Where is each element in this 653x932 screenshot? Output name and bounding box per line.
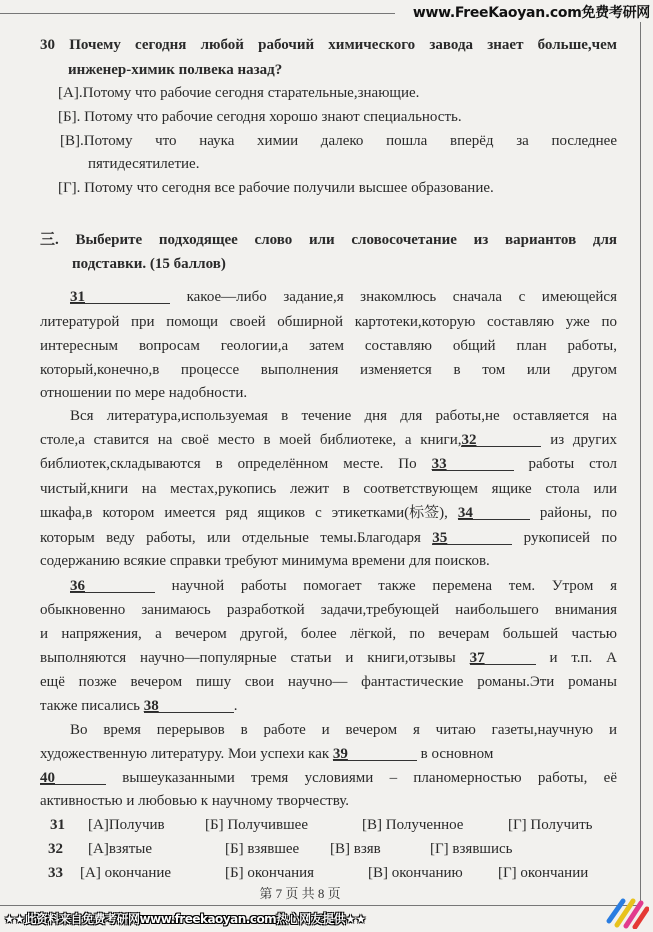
- text-segment: [Б]. Потому что рабочие сегодня хорошо знают специальность.: [58, 109, 462, 125]
- text-line: [70, 720, 617, 740]
- text-segment: в основном: [416, 746, 494, 762]
- text-line: [40, 528, 617, 548]
- option-choice: [Г] окончании: [498, 865, 589, 881]
- text-segment: столе,а ставится на своё место в моей библиотеке, а книги,: [40, 432, 462, 448]
- text-line: [40, 35, 617, 55]
- option-choice: [Г] взявшись: [430, 841, 513, 857]
- blank-37: 37: [470, 648, 536, 665]
- text-line: [40, 454, 617, 474]
- option-choice: [Б] окончания: [225, 865, 315, 881]
- text-segment: которым веду работы, или отдельные темы.Благодаря: [40, 530, 433, 546]
- option-number: 32: [48, 841, 63, 857]
- text-line: [70, 576, 617, 596]
- text-segment: работы стол: [513, 456, 617, 472]
- text-line: [58, 107, 462, 127]
- text-segment: содержанию всякие справки требуют минимума времени для поисков.: [40, 553, 490, 569]
- text-line: [40, 551, 490, 571]
- text-segment: рукописей по: [512, 530, 617, 546]
- text-line: [40, 791, 349, 811]
- text-segment: Во время перерывов в работе и вечером я читаю газеты,научную и: [70, 722, 617, 738]
- option-choice: [В] окончанию: [368, 865, 463, 881]
- text-line: [58, 178, 494, 198]
- text-line: [40, 360, 617, 380]
- text-line: [40, 600, 617, 620]
- text-line: [70, 287, 617, 307]
- option-choice: [Г] Получить: [508, 817, 593, 833]
- stripes-logo-icon: [605, 893, 649, 929]
- text-segment: и напряжения, а вечером другой, более лёгкой, по вечерам большей частью: [40, 626, 617, 642]
- option-choice: [А]Получив: [88, 817, 165, 833]
- blank-38: 38: [144, 696, 234, 713]
- text-line: [68, 60, 282, 80]
- option-choice: [А] окончание: [80, 865, 172, 881]
- text-segment: литературой при помощи своей обширной картотеки,которую составляю уже по: [40, 314, 617, 330]
- text-line: [60, 131, 617, 151]
- text-segment: подставки. (15 баллов): [72, 256, 226, 272]
- text-line: [70, 406, 617, 426]
- text-segment: Вся литература,используемая в течение дня для работы,не оставляется на: [70, 408, 617, 424]
- option-choice: [В] взяв: [330, 841, 381, 857]
- text-segment: вышеуказанными тремя условиями – планомерностью работы, её: [106, 770, 617, 786]
- blank-35: 35: [432, 528, 512, 545]
- text-segment: выполняются научно—популярные статьи и книги,отзывы: [40, 650, 470, 666]
- text-segment: какое—либо задание,я знакомлюсь сначала с имеющейся: [170, 289, 617, 305]
- option-choice: [В] Полученное: [362, 817, 464, 833]
- blank-33: 33: [432, 454, 514, 471]
- text-line: [72, 254, 226, 274]
- blank-34: 34: [458, 503, 530, 520]
- option-choice: [Б] Получившее: [205, 817, 308, 833]
- text-line: [40, 672, 617, 692]
- text-segment: [В].Потому что наука химии далеко пошла вперёд за последнее: [60, 133, 617, 149]
- text-segment: пятидесятилетие.: [88, 156, 200, 172]
- blank-39: 39: [333, 744, 417, 761]
- text-segment: также писались: [40, 698, 144, 714]
- text-segment: ещё позже вечером пишу свои научно— фантастические романы.Эти романы: [40, 674, 617, 690]
- text-segment: научной работы помогает также перемена тем. Утром я: [155, 578, 617, 594]
- text-line: [40, 768, 617, 788]
- text-line: [40, 744, 493, 764]
- blank-36: 36: [70, 576, 155, 593]
- blank-31: 31: [70, 287, 170, 304]
- text-segment: который,конечно,в процессе выполнения изменяется в том или другом: [40, 362, 617, 378]
- option-number: 33: [48, 865, 63, 881]
- text-segment: и т.п. А: [535, 650, 617, 666]
- text-line: [40, 624, 617, 644]
- page-frame-right: [640, 22, 641, 906]
- text-segment: отношении по мере надобности.: [40, 385, 248, 401]
- text-segment: художественную литературу. Мои успехи как: [40, 746, 333, 762]
- text-line: [40, 336, 617, 356]
- blank-40: 40: [40, 768, 106, 785]
- text-segment: [А].Потому что рабочие сегодня старательные,знающие.: [58, 85, 420, 101]
- text-segment: активностью и любовью к научному творчеству.: [40, 793, 350, 809]
- text-segment: 30 Почему сегодня любой рабочий химического завода знает больше,чем: [40, 37, 617, 53]
- text-segment: .: [233, 698, 238, 714]
- text-segment: инженер-химик полвека назад?: [68, 62, 283, 78]
- text-segment: [Г]. Потому что сегодня все рабочие получили высшее образование.: [58, 180, 494, 196]
- option-number: 31: [50, 817, 65, 833]
- text-line: [58, 83, 419, 103]
- text-segment: 三. Выберите подходящее слово или словосочетание из вариантов для: [40, 232, 617, 248]
- text-line: [40, 312, 617, 332]
- option-choice: [А]взятые: [88, 841, 153, 857]
- text-segment: шкафа,в котором имеется ряд ящиков с этикетками(标签),: [40, 505, 458, 521]
- text-segment: интересным вопросам геологии,а затем составляю общий план работы,: [40, 338, 617, 354]
- text-segment: чистый,книги на местах,рукопись лежит в соответствующем ящике стола или: [40, 481, 617, 497]
- text-line: [40, 503, 617, 523]
- text-line: [40, 230, 617, 250]
- text-segment: из других: [541, 432, 617, 448]
- blank-32: 32: [461, 430, 541, 447]
- text-line: [88, 154, 199, 174]
- text-line: [40, 648, 617, 668]
- text-segment: библиотек,складываются в определённом месте. По: [40, 456, 432, 472]
- source-banner: ★★此资料来自免费考研网www.freekaoyan.com热心网友提供★★: [4, 912, 366, 926]
- site-header: www.FreeKaoyan.com免费考研网: [412, 5, 650, 21]
- text-segment: обыкновенно занимаюсь разработкой задачи,требующей наибольшего внимания: [40, 602, 617, 618]
- option-choice: [Б] взявшее: [225, 841, 300, 857]
- page-frame-bottom: [0, 905, 641, 906]
- text-line: [40, 383, 247, 403]
- text-line: [40, 479, 617, 499]
- text-line: [40, 696, 237, 716]
- page-frame-top: [0, 13, 395, 14]
- page-number: 第 7 页 共 8 页: [259, 886, 341, 901]
- text-segment: районы, по: [529, 505, 617, 521]
- text-line: [40, 430, 617, 450]
